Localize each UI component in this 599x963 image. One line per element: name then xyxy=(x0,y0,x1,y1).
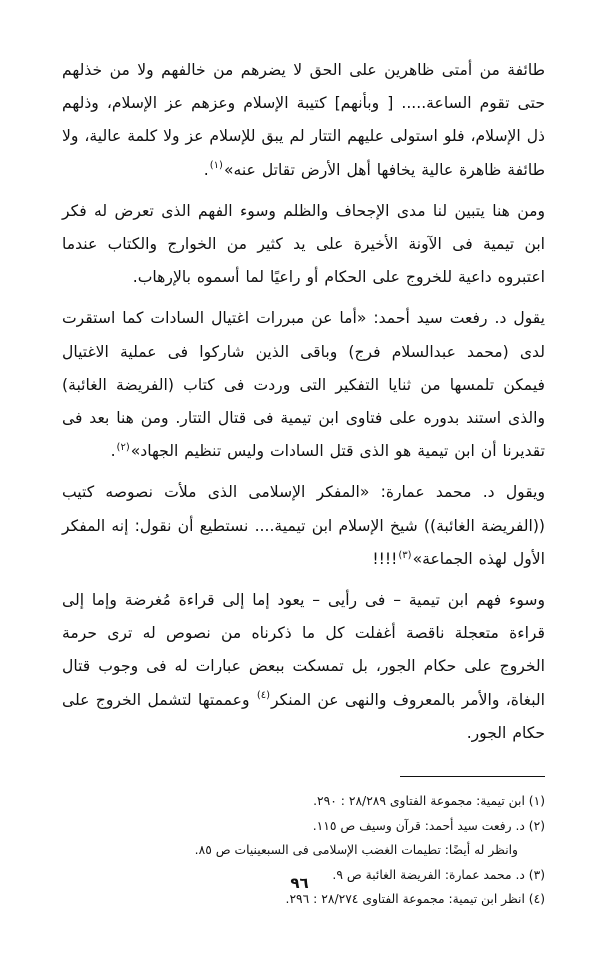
paragraph-text-end: وعممتها لتشمل الخروج على حكام الجور. xyxy=(62,690,545,742)
paragraph-2 xyxy=(62,195,545,295)
footnote-reference-3[interactable]: (٣) xyxy=(398,549,412,561)
paragraph-4 xyxy=(62,476,545,576)
paragraph-text-end: !!!! xyxy=(372,549,398,568)
paragraph-text: ومن هنا يتبين لنا مدى الإجحاف والظلم وسوء الفهم الذى تعرض له فكر ابن تيمية فى الآونة الأخيرة على يد كثير من الخوارج والكتاب عندما اعتبروه داعية للخروج على الحكام أو راعيًا لما أسموه بالإرهاب. xyxy=(62,201,545,287)
paragraph-5 xyxy=(62,584,545,750)
main-text xyxy=(62,54,545,750)
footnote-2: (٢) د. رفعت سيد أحمد: قرآن وسيف ص ١١٥. xyxy=(312,818,545,833)
footnote-2-continued: وانظر له أيضًا: تطيمات الغضب الإسلامى فى السبعينيات ص ٨٥. xyxy=(194,843,518,858)
paragraph-text: يقول د. رفعت سيد أحمد: «أما عن مبررات اغتيال السادات كما استقرت لدى (محمد عبدالسلام فرج) وباقى الذين شاركوا فى عملية الاغتيال فيمكن تلمسها من ثنايا التفكير التى وردت فى كتاب (الفريضة الغائبة) والذى استند بدوره على فتاوى ابن تيمية فى قتال التتار. ومن هنا بعد فى تقديرنا أن ابن تيمية هو الذى قتل السادات وليس تنظيم الجهاد» xyxy=(62,309,545,461)
footnote-4: (٤) انظر ابن تيمية: مجموعة الفتاوى ٢٨/٢٧٤ : ٢٩٦. xyxy=(285,892,545,907)
paragraph-text: وسوء فهم ابن تيمية – فى رأيى – يعود إما إلى قراءة مُغرضة وإما إلى قراءة متعجلة ناقصة أغفلت كل ما ذكرناه من نصوص له ترى حرمة الخروج على حكام الجور، بل تمسكت ببعض عبارات له فى وجوب قتال البغاة، والأمر بالمعروف والنهى عن المنكر xyxy=(62,591,545,709)
footnotes xyxy=(62,789,545,912)
footnote-reference-2[interactable]: (٢) xyxy=(116,442,130,454)
footnote-reference-4[interactable]: (٤) xyxy=(256,690,271,702)
paragraph-text: طائفة من أمتى ظاهرين على الحق لا يضرهم من خالفهم ولا من خذلهم حتى تقوم الساعة..... [ وبأنهم] كتيبة الإسلام وعزهم عز الإسلام، وذلهم ذل الإسلام، فلو استولى عليهم التتار لم يبق للإسلام عز ولا كلمة عالية، ولا طائفة ظاهرة عالية يخافها أهل الأرض تقاتل عنه» xyxy=(62,61,545,179)
footnote-reference-1[interactable]: (١) xyxy=(209,160,223,172)
page-number: ٩٦ xyxy=(290,874,309,892)
paragraph-text-end: . xyxy=(110,442,116,461)
paragraph-text: ويقول د. محمد عمارة: «المفكر الإسلامى الذى ملأت نصوصه كتيب ((الفريضة الغائبة)) شيخ الإسلام ابن تيمية.... نستطيع أن نقول: إنه المفكر الأول لهذه الجماعة» xyxy=(62,483,545,568)
paragraph-1 xyxy=(62,54,545,187)
paragraph-3 xyxy=(62,302,545,468)
paragraph-text-end: . xyxy=(203,160,209,179)
footnote-1: (١) ابن تيمية: مجموعة الفتاوى ٢٨/٢٨٩ : ٢٩٠. xyxy=(313,794,545,809)
footnote-separator xyxy=(400,776,545,777)
footnote-3: (٣) د. محمد عمارة: الفريضة الغائبة ص ٩. xyxy=(332,867,545,882)
